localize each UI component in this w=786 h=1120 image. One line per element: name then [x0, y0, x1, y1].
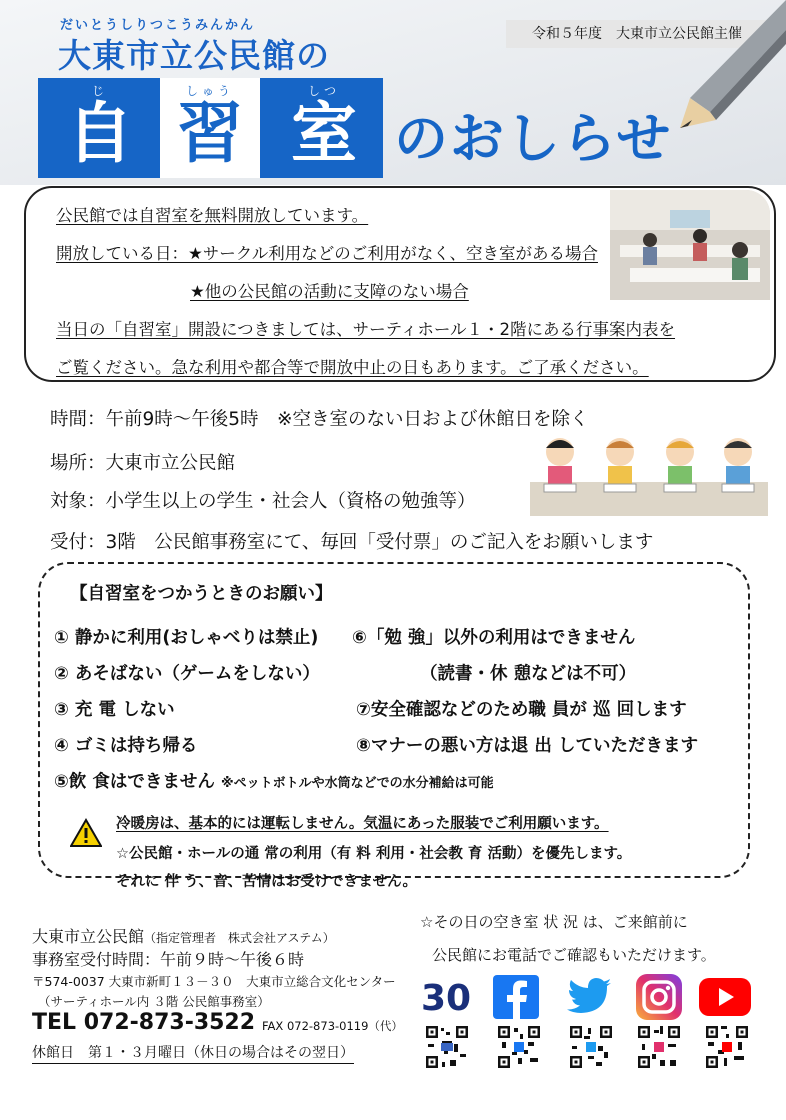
- footer-tel: TEL 072-873-3522: [32, 1010, 256, 1035]
- intro-line-3: ★他の公民館の活動に支障のない場合: [190, 282, 469, 301]
- title-char-3: しつ 室: [291, 84, 357, 172]
- rule-8: ⑧マナーの悪い方は退 出 していただきます: [356, 736, 699, 756]
- warning-line-3: それに 伴 う、音、苦情はお受けできません。: [116, 874, 417, 890]
- title-word-box: [38, 78, 383, 178]
- studying-kids-illustration: [530, 430, 768, 516]
- rule-5-note: ※ペットボトルや水筒などでの水分補給は可能: [221, 776, 494, 791]
- rule-6: ⑥「勉 強」以外の利用はできません: [352, 628, 636, 648]
- footer-org: 大東市立公民館（指定管理者 株式会社アステム）: [32, 927, 335, 946]
- intro-box: [24, 186, 776, 382]
- qr-code-hp[interactable]: [424, 1024, 470, 1070]
- rules-heading: 【自習室をつかうときのお願い】: [70, 584, 333, 604]
- intro-line-2: 開放している日：★サークル利用などのご利用がなく、空き室がある場合: [56, 244, 598, 263]
- footer-hours: 事務室受付時間：午前９時～午後６時: [32, 950, 305, 969]
- title-char-2: しゅう 習: [160, 78, 260, 178]
- info-place: 場所：大東市立公民館: [50, 453, 236, 474]
- intro-line-4: 当日の「自習室」開設につきましては、サーティホール１・2階にある行事案内表を: [56, 320, 676, 339]
- rule-1: ① 静かに利用(おしゃべりは禁止): [54, 628, 319, 648]
- qr-code-twitter[interactable]: [568, 1024, 614, 1070]
- instagram-icon[interactable]: [636, 974, 682, 1020]
- pencil-icon: [640, 0, 786, 140]
- footer-closed: 休館日 第１・３月曜日（休日の場合はその翌日）: [32, 1042, 354, 1064]
- rule-3: ③ 充 電 しない: [54, 700, 175, 720]
- intro-line-5: ご覧ください。急な利用や都合等で開放中止の日もあります。ご了承ください。: [56, 358, 649, 377]
- hp-logo-icon[interactable]: [420, 976, 472, 1018]
- footer-address-2: （サーティホール内 ３階 公民館事務室）: [38, 994, 270, 1009]
- page-title-suffix: のおしらせ: [394, 107, 673, 170]
- qr-code-facebook[interactable]: [496, 1024, 542, 1070]
- rules-box: [38, 562, 750, 890]
- qr-code-youtube[interactable]: [704, 1024, 750, 1070]
- info-target: 対象：小学生以上の学生・社会人（資格の勉強等）: [50, 491, 476, 512]
- rule-6-sub: （読書・休 憩などは不可）: [420, 664, 637, 684]
- warning-line-1: 冷暖房は、基本的には運転しません。気温にあった服装でご利用願います。: [116, 816, 609, 832]
- title-char-1: じ 自: [67, 84, 133, 172]
- youtube-icon[interactable]: [699, 978, 751, 1016]
- vacancy-line-1: ☆その日の空き室 状 況 は、ご来館前に: [420, 913, 688, 931]
- page-title-line1: 大東市立公民館の: [58, 36, 330, 75]
- title-ruby: だいとうしりつこうみんかん: [60, 18, 256, 33]
- qr-code-instagram[interactable]: [636, 1024, 682, 1070]
- warning-icon: [70, 818, 102, 848]
- info-time: 時間：午前9時～午後5時 ※空き室のない日および休館日を除く: [50, 409, 589, 430]
- rule-4: ④ ゴミは持ち帰る: [54, 736, 198, 756]
- warning-line-2: ☆公民館・ホールの通 常の利用（有 料 利用・社会教 育 活動）を優先します。: [116, 846, 632, 862]
- rule-7: ⑦安全確認などのため職 員が 巡 回します: [356, 700, 687, 720]
- rule-2: ② あそばない（ゲームをしない）: [54, 664, 320, 684]
- info-reception: 受付：3階 公民館事務室にて、毎回「受付票」のご記入をお願いします: [50, 532, 654, 553]
- intro-line-1: 公民館では自習室を無料開放しています。: [56, 206, 369, 225]
- hp-logo-text: 30: [420, 978, 472, 1018]
- study-room-photo: [610, 190, 770, 300]
- vacancy-line-2: 公民館にお電話でご確認もいただけます。: [432, 946, 716, 964]
- footer-fax: FAX 072-873-0119（代）: [262, 1019, 403, 1033]
- footer-address: 〒574-0037 大東市新町１３－３０ 大東市立総合文化センター: [32, 974, 396, 989]
- header: [0, 0, 786, 185]
- facebook-icon[interactable]: [493, 975, 539, 1019]
- organizer-badge: 令和５年度 大東市立公民館主催: [506, 20, 768, 48]
- twitter-icon[interactable]: [567, 977, 613, 1017]
- rule-5: ⑤飲 食はできません ※ペットボトルや水筒などでの水分補給は可能: [54, 772, 494, 792]
- footer-org-note: （指定管理者 株式会社アステム）: [144, 931, 335, 945]
